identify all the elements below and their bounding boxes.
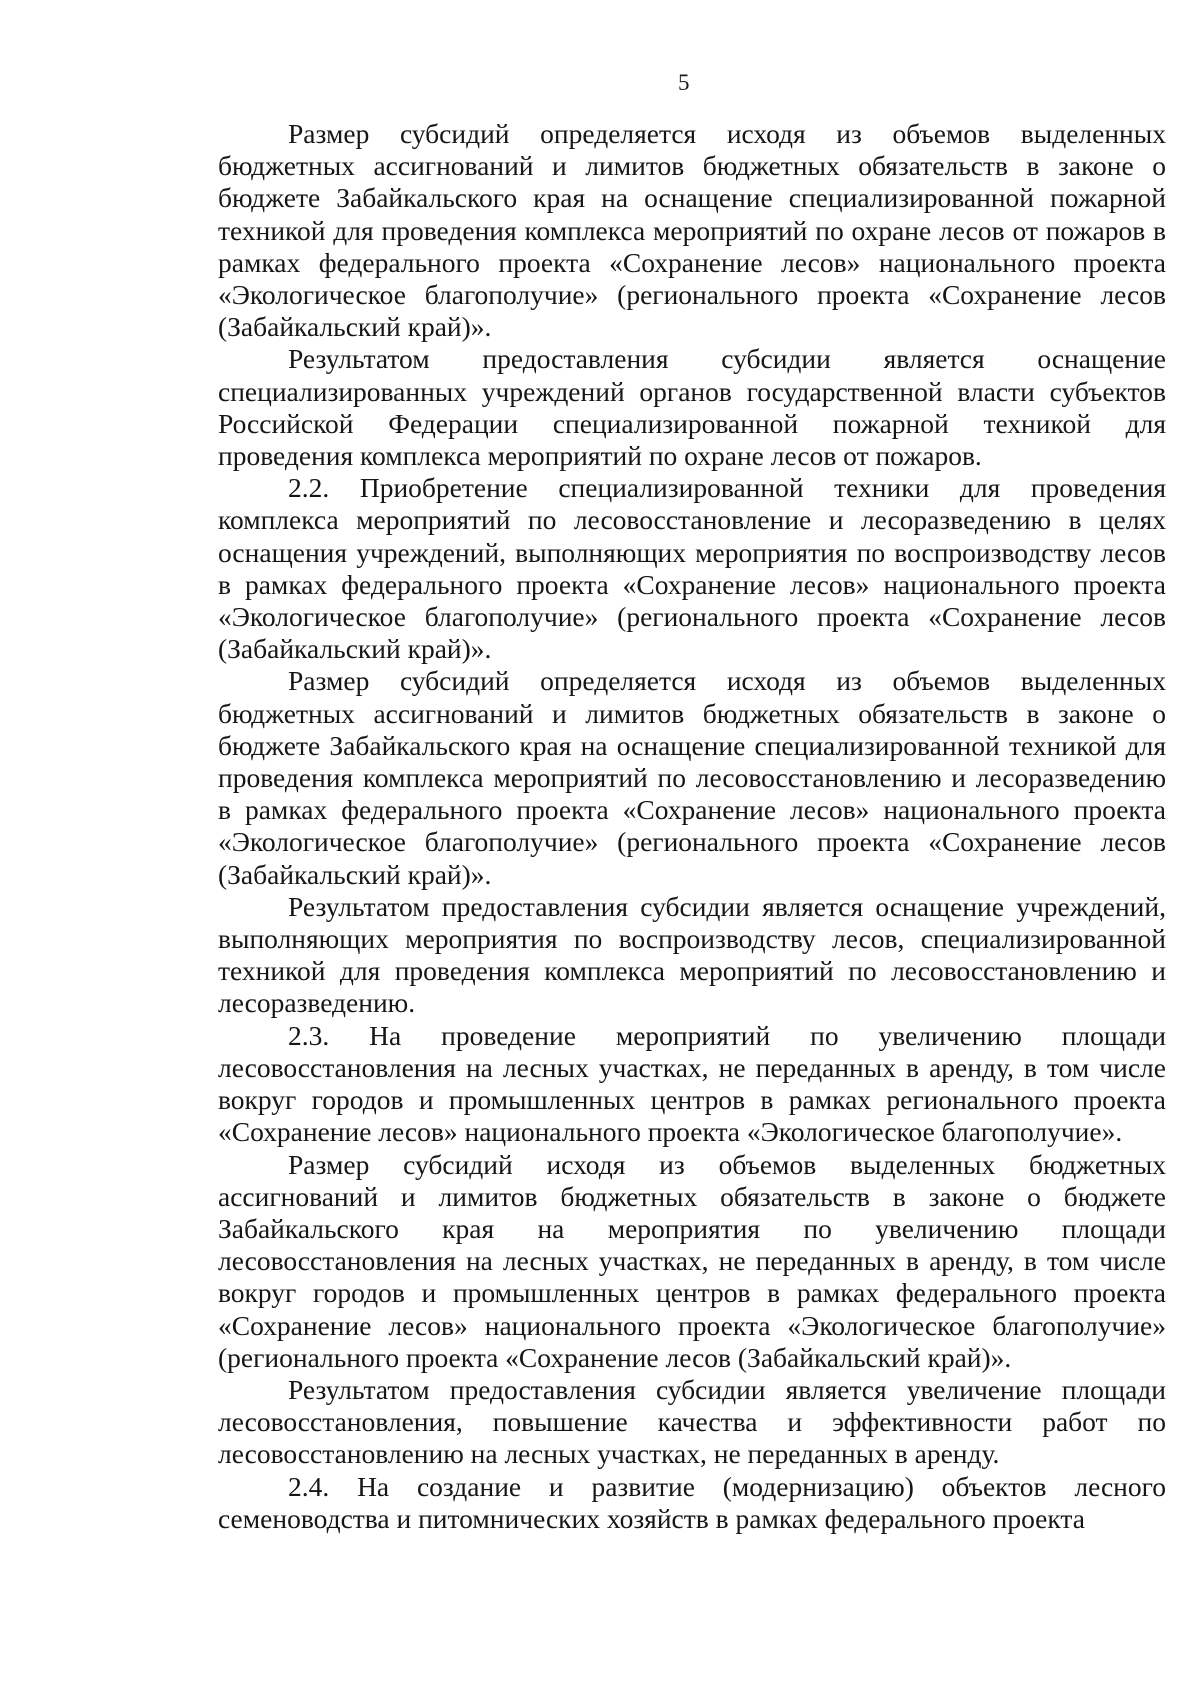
paragraph: Результатом предоставления субсидии является оснащение учреждений, выполняющих мероприятия по воспроизводству лесов, специализированной техникой для проведения комплекса мероприятий по лесовосстановлению и лесоразведению. [218,890,1166,1019]
document-body [218,118,1166,1535]
paragraph: 2.2. Приобретение специализированной техники для проведения комплекса мероприятий по лесовосстановление и лесоразведению в целях оснащения учреждений, выполняющих мероприятия по воспроизводству лесов в рамках федерального проекта «Сохранение лесов» национального проекта «Экологическое благополучие» (регионального проекта «Сохранение лесов (Забайкальский край)». [218,472,1166,665]
paragraph: Результатом предоставления субсидии является оснащение специализированных учреждений органов государственной власти субъектов Российской Федерации специализированной пожарной техникой для проведения комплекса мероприятий по охране лесов от пожаров. [218,343,1166,472]
paragraph: 2.4. На создание и развитие (модернизацию) объектов лесного семеноводства и питомнических хозяйств в рамках федерального проекта [218,1470,1166,1534]
page-number-text: 5 [678,70,690,95]
paragraph: Результатом предоставления субсидии является увеличение площади лесовосстановления, повышение качества и эффективности работ по лесовосстановлению на лесных участках, не переданных в аренду. [218,1373,1166,1470]
paragraph: Размер субсидий определяется исходя из объемов выделенных бюджетных ассигнований и лимитов бюджетных обязательств в законе о бюджете Забайкальского края на оснащение специализированной техникой для проведения комплекса мероприятий по лесовосстановлению и лесоразведению в рамках федерального проекта «Сохранение лесов» национального проекта «Экологическое благополучие» (регионального проекта «Сохранение лесов (Забайкальский край)». [218,665,1166,890]
paragraph: 2.3. На проведение мероприятий по увеличению площади лесовосстановления на лесных участках, не переданных в аренду, в том числе вокруг городов и промышленных центров в рамках регионального проекта «Сохранение лесов» национального проекта «Экологическое благополучие». [218,1019,1166,1148]
paragraph: Размер субсидий определяется исходя из объемов выделенных бюджетных ассигнований и лимитов бюджетных обязательств в законе о бюджете Забайкальского края на оснащение специализированной пожарной техникой для проведения комплекса мероприятий по охране лесов от пожаров в рамках федерального проекта «Сохранение лесов» национального проекта «Экологическое благополучие» (регионального проекта «Сохранение лесов (Забайкальский край)». [218,118,1166,343]
paragraph: Размер субсидий исходя из объемов выделенных бюджетных ассигнований и лимитов бюджетных обязательств в законе о бюджете Забайкальского края на мероприятия по увеличению площади лесовосстановления на лесных участках, не переданных в аренду, в том числе вокруг городов и промышленных центров в рамках федерального проекта «Сохранение лесов» национального проекта «Экологическое благополучие» (регионального проекта «Сохранение лесов (Забайкальский край)». [218,1148,1166,1373]
